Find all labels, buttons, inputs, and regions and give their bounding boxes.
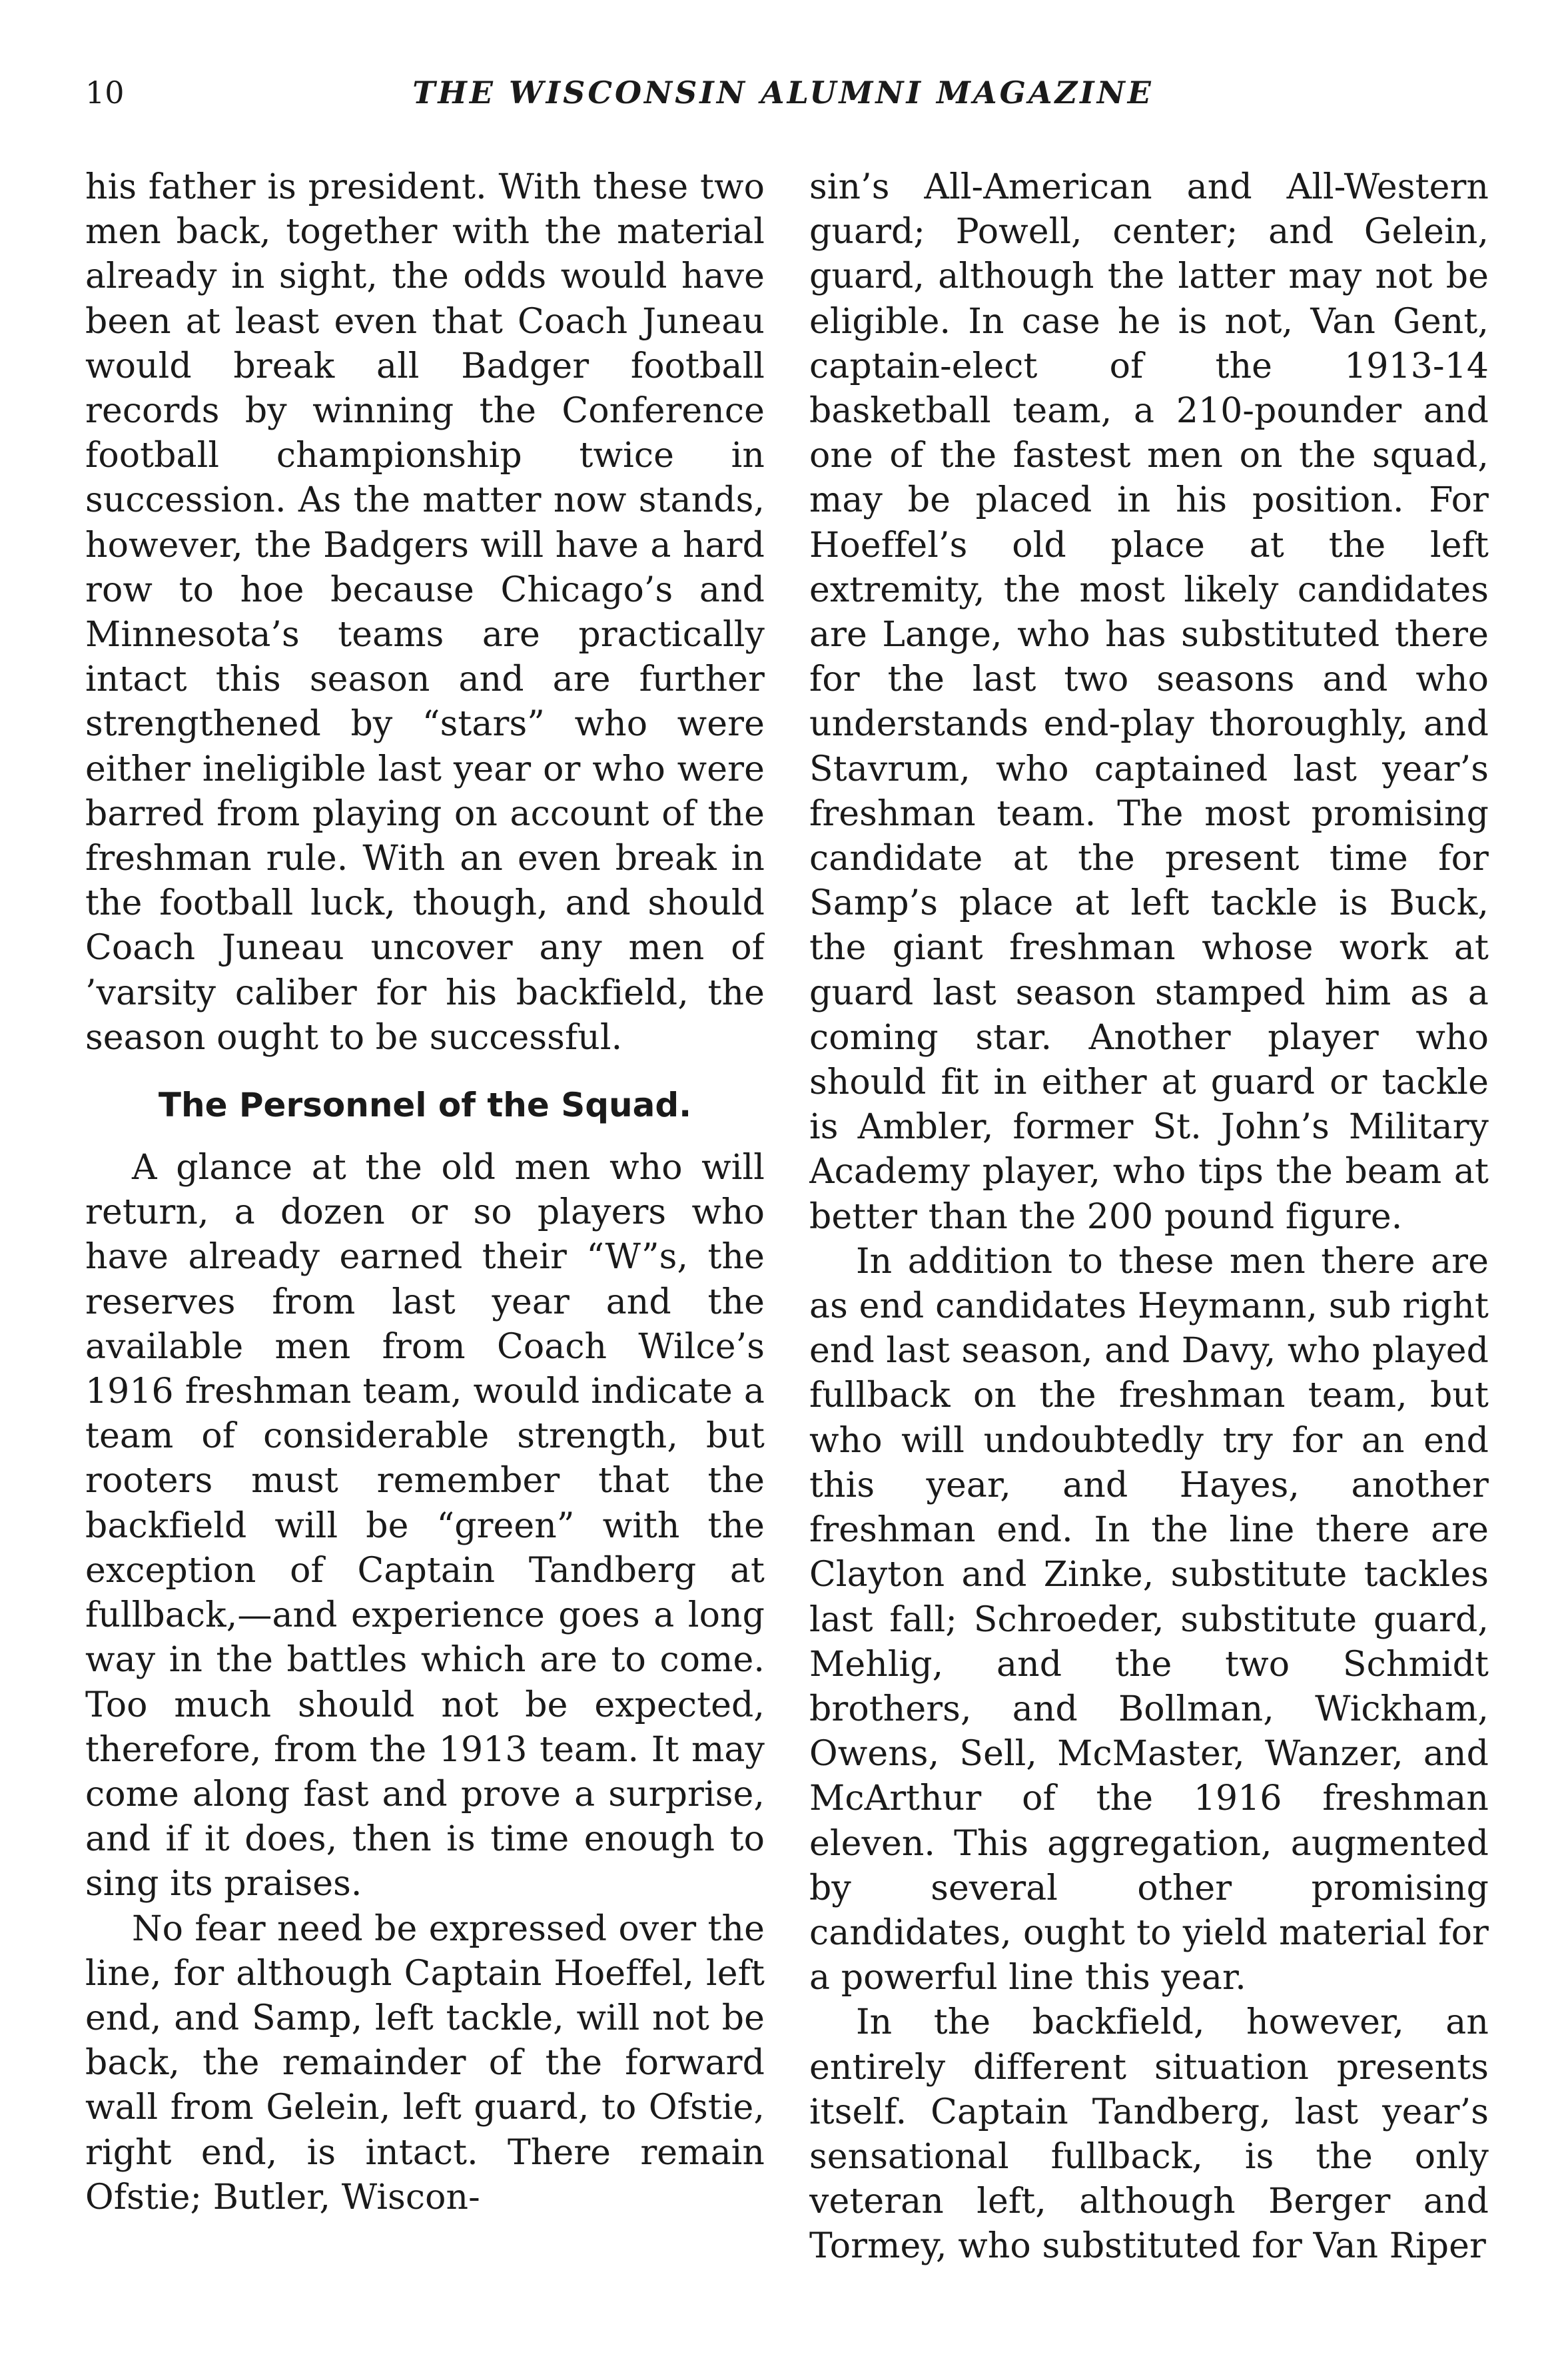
article-paragraph: sin’s All-American and All-Western guard; Powell, center; and Gelein, guard, although the latter may not be eligible. In case he is not, Van Gent, captain-elect of the 1913-14 basketball team, a 210-pounder and one of the fastest men on the squad, may be placed in his position. For Hoeffel’s old place at the left extremity, the most likely candidates are Lange, who has substituted there for the last two seasons and who understands end-play thoroughly, and Stavrum, who captained last year’s freshman team. The most promising candidate at the present time for Samp’s place at left tackle is Buck, the giant freshman whose work at guard last season stamped him as a coming star. Another player who should fit in either at guard or tackle is Ambler, former St. John’s Military Academy player, who tips the beam at better than the 200 pound figure. bbox=[809, 167, 1489, 1237]
page-header bbox=[0, 75, 1566, 128]
article-paragraph: In addition to these men there are as end candidates Heymann, sub right end last season, and Davy, who played fullback on the freshman team, but who will undoubtedly try for an end this year, and Hayes, another freshman end. In the line there are Clayton and Zinke, substitute tackles last fall; Schroeder, substitute guard, Mehlig, and the two Schmidt brothers, and Bollman, Wickham, Owens, Sell, McMaster, Wanzer, and McArthur of the 1916 freshman eleven. This aggregation, augmented by several other promising candidates, ought to yield material for a powerful line this year. bbox=[809, 1241, 1489, 1998]
article-paragraph: A glance at the old men who will return, a dozen or so players who have already earned their “W”s, the reserves from last year and the available men from Coach Wilce’s 1916 freshman team, would indicate a team of considerable strength, but rooters must remember that the backfield will be “green” with the exception of Captain Tandberg at fullback,—and experience goes a long way in the battles which are to come. Too much should not be expected, therefore, from the 1913 team. It may come along fast and prove a surprise, and if it does, then is time enough to sing its praises. bbox=[85, 1148, 765, 1904]
running-title: THE WISCONSIN ALUMNI MAGAZINE bbox=[412, 75, 1154, 111]
section-heading: The Personnel of the Squad. bbox=[158, 1086, 692, 1125]
page-number: 10 bbox=[85, 75, 125, 111]
right-column bbox=[809, 165, 1489, 2297]
article-paragraph: No fear need be expressed over the line, for although Captain Hoeffel, left end, and Samp, left tackle, will not be back, the remainder of the forward wall from Gelein, left guard, to Ofstie, right end, is intact. There remain Ofstie; Butler, Wiscon- bbox=[85, 1908, 765, 2217]
article-paragraph: In the backfield, however, an entirely different situation presents itself. Captain Tandberg, last year’s sensational fullback, is the only veteran left, although Berger and Tormey, who substituted for Van Riper bbox=[809, 2002, 1489, 2267]
article-paragraph: his father is president. With these two men back, together with the material already in sight, the odds would have been at least even that Coach Juneau would break all Badger football records by winning the Conference football championship twice in succession. As the matter now stands, however, the Badgers will have a hard row to hoe because Chicago’s and Minnesota’s teams are practically intact this season and are further strengthened by “stars” who were either ineligible last year or who were barred from playing on account of the freshman rule. With an even break in the football luck, though, and should Coach Juneau uncover any men of ’varsity caliber for his backfield, the season ought to be successful. bbox=[85, 167, 765, 1058]
left-column bbox=[85, 165, 765, 2297]
